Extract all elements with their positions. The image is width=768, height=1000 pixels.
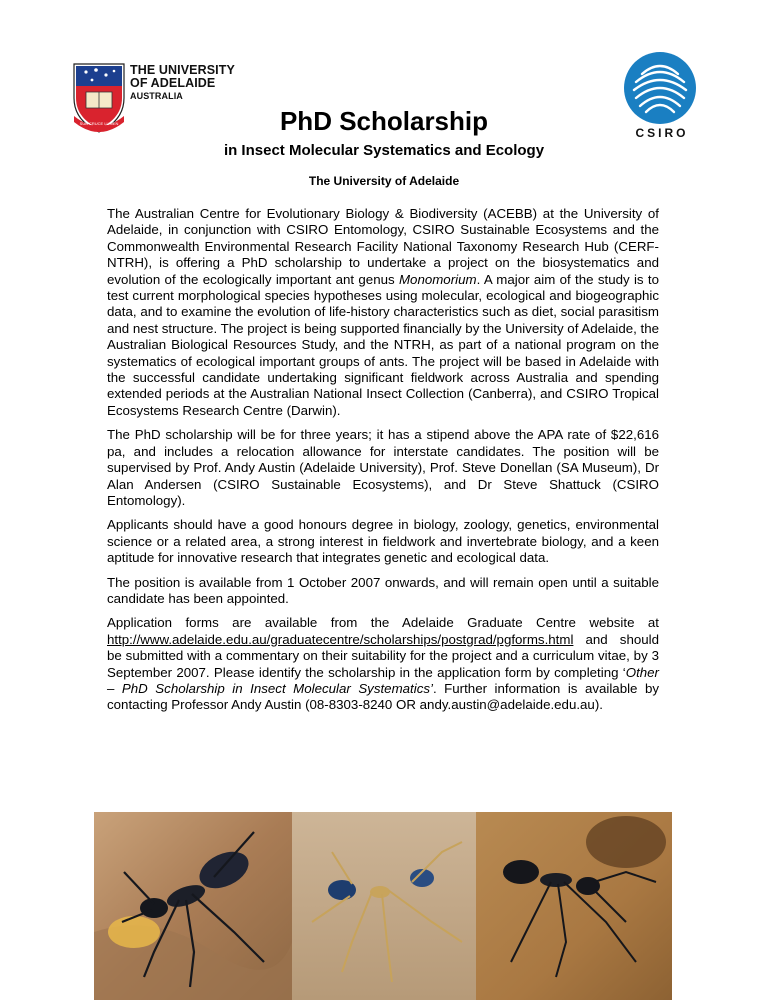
- paragraph-requirements: Applicants should have a good honours degree in biology, zoology, genetics, environmental science or a related area, a strong interest in fieldwork and invertebrate biology, and a keen aptitude for innovative research that integrates genetic and ecological data.: [107, 517, 659, 566]
- page-subtitle: in Insect Molecular Systematics and Ecology: [223, 142, 545, 159]
- paragraph-stipend: The PhD scholarship will be for three years; it has a stipend above the APA rate of $22,616 pa, and includes a relocation allowance for interstate candidates. The position will be supervised by Prof. Andy Austin (Adelaide University), Prof. Steve Donellan (SA Museum), Dr Alan Andersen (CSIRO Sustainable Ecosystems), and Dr Steve Shattuck (CSIRO Entomology).: [107, 427, 659, 508]
- ant-photos: [94, 812, 672, 1000]
- paragraph-application: Application forms are available from the Adelaide Graduate Centre website at http://www.adelaide.edu.au/graduatecentre/scholarships/postgrad/pgforms.html and should be submitted with a commentary on their suitability for the project and a curriculum vitae, by 3 September 2007. Please identify the scholarship in the application form by completing ‘Other – PhD Scholarship in Insect Molecular Systematics’. Further information is available by contacting Professor Andy Austin (08-8303-8240 OR andy.austin@adelaide.edu.au).: [107, 615, 660, 713]
- adelaide-line-3: AUSTRALIA: [130, 91, 183, 101]
- ant-photo-3: [476, 812, 672, 1000]
- adelaide-line-1: THE UNIVERSITY: [130, 63, 235, 77]
- genus-name: Monomorium: [398, 271, 477, 287]
- svg-text:SUB CRUCE LUMEN: SUB CRUCE LUMEN: [79, 121, 119, 126]
- application-forms-link[interactable]: http://www.adelaide.edu.au/graduatecentre/scholarships/postgrad/pgforms.html: [107, 631, 574, 647]
- body-text: [107, 206, 659, 722]
- adelaide-line-2: OF ADELAIDE: [130, 76, 216, 90]
- csiro-wordmark: CSIRO: [635, 126, 689, 140]
- institution-name: The University of Adelaide: [308, 174, 460, 188]
- paragraph-availability: The position is available from 1 October 2007 onwards, and will remain open until a suitable candidate has been appointed.: [107, 574, 659, 606]
- adelaide-wordmark: [130, 64, 235, 103]
- ant-photo-2: [292, 812, 476, 1000]
- scholarship-name: Other – PhD Scholarship in Insect Molecular Systematics’: [107, 664, 659, 696]
- ant-photo-1: [94, 812, 292, 1000]
- page-title: PhD Scholarship: [279, 106, 489, 136]
- paragraph-overview: The Australian Centre for Evolutionary Biology & Biodiversity (ACEBB) at the University of Adelaide, in conjunction with CSIRO Entomology, CSIRO Sustainable Ecosystems and the Commonwealth Environmental Research Facility National Taxonomy Research Hub (CERF-NTRH), is offering a PhD scholarship to undertake a project on the biosystematics and evolution of the ecologically important ant genus Monomorium. A major aim of the study is to test current morphological species hypotheses using molecular, ecological and biogeographic data, and to examine the evolution of life-history characteristics such as diet, social parasitism and nest structure. The project is being supported financially by the University of Adelaide, the Australian Biological Resources Study, and the NTRH, as part of a national program on the systematics of ecological important groups of ants. The project will be based in Adelaide with the successful candidate undertaking significant fieldwork across Australia and spending extended periods at the Australian National Insect Collection (Canberra), and CSIRO Tropical Ecosystems Research Centre (Darwin).: [107, 206, 659, 418]
